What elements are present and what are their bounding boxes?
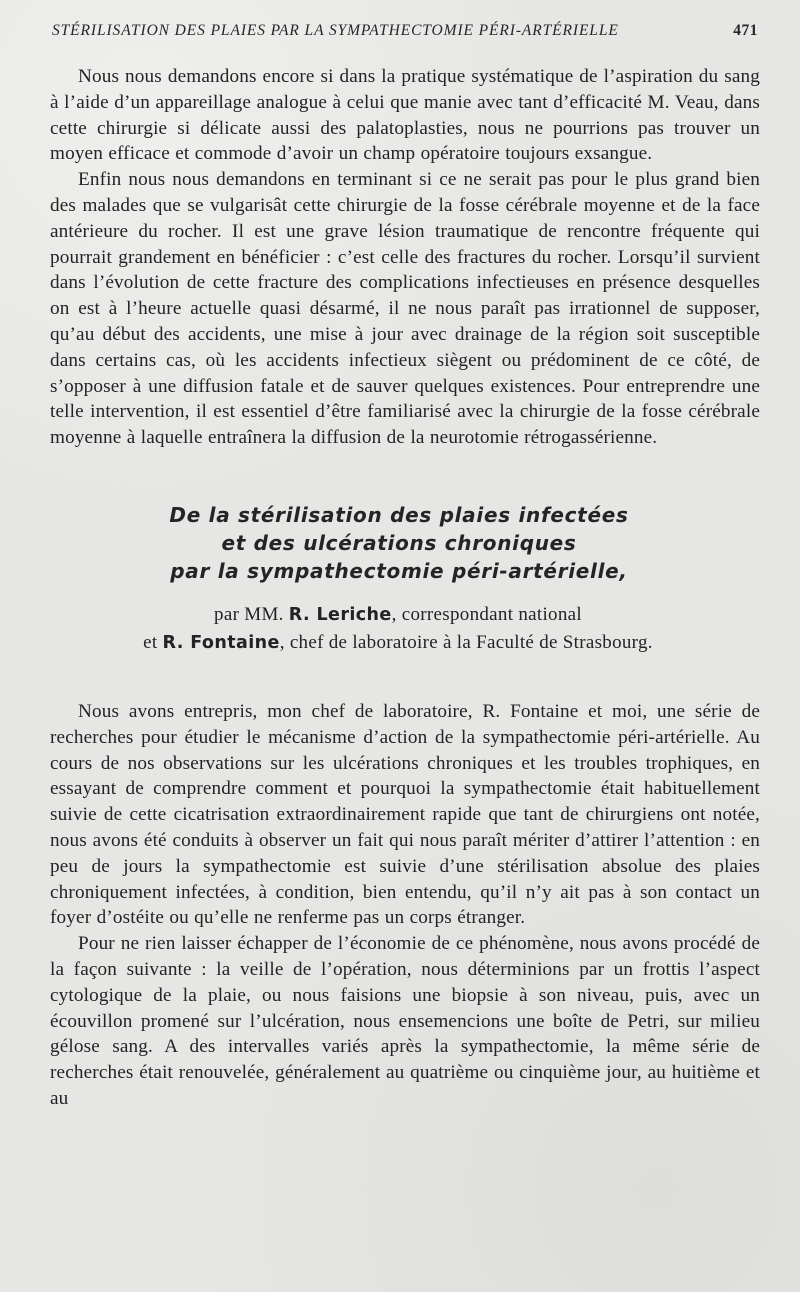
running-title: STÉRILISATION DES PLAIES PAR LA SYMPATHECTOMIE PÉRI-ARTÉRIELLE (52, 22, 619, 39)
paragraph-aspiration: Nous nous demandons encore si dans la pratique systématique de l’aspiration du sang à l’aide d’un appareillage analogue à celui que manie avec tant d’efficacité M. Veau, dans cette chirurgie si délicate aussi des palatoplasties, nous ne pourrions pas trouver un moyen efficace et commode d’avoir un champ opératoire toujours exsangue. (50, 66, 760, 165)
byline-conjunction: et (143, 631, 158, 653)
byline-prefix: par MM. (214, 603, 284, 625)
page-number: 471 (733, 22, 758, 39)
article-title (50, 501, 760, 585)
byline-line-2 (50, 629, 746, 657)
article-title-line-2: et des ulcérations chroniques (221, 530, 577, 555)
byline-line-1 (50, 601, 746, 629)
author-fontaine: R. Fontaine (162, 632, 280, 653)
paragraph-fosse-cerebrale: Enfin nous nous demandons en terminant si ce ne serait pas pour le plus grand bien des malades que se vulgarisât cette chirurgie de la fosse cérébrale moyenne et de la face antérieure du rocher. Il est une grave lésion traumatique de rencontre fréquente qui pourrait grandement en bénéficier : c’est celle des fractures du rocher. Lorsqu’il survient dans l’évolution de cette fracture des complications infectieuses en présence desquelles on est à l’heure actuelle quasi désarmé, il ne nous paraît pas irrationnel de supposer, qu’au début des accidents, une mise à jour avec drainage de la région soit susceptible dans certains cas, où les accidents infectieux siègent ou prédominent de ce côté, de s’opposer à une diffusion fatale et de sauver quelques existences. Pour entreprendre une telle intervention, il est essentiel d’être familiarisé avec la chirurgie de la fosse cérébrale moyenne à laquelle entraînera la diffusion de la neurotomie rétrogassérienne. (50, 169, 760, 449)
author-leriche-role: , correspondant national (391, 603, 582, 625)
paragraph-procedure: Pour ne rien laisser échapper de l’économie de ce phénomène, nous avons procédé de la façon suivante : la veille de l’opération, nous déterminions par un frottis l’aspect cytologique de la plaie, ou nous faisions une biopsie à son niveau, puis, avec un écouvillon promené sur l’ulcération, nous ensemencions une boîte de Petri, sur milieu gélose sang. A des intervalles variés après la sympathectomie, la même série de recherches était renouvelée, généralement au quatrième ou cinquième jour, au huitième et au (50, 933, 760, 1109)
byline (50, 601, 760, 657)
paragraph-recherches: Nous avons entrepris, mon chef de laboratoire, R. Fontaine et moi, une série de recherches pour étudier le mécanisme d’action de la sympathectomie péri-artérielle. Au cours de nos observations sur les ulcérations chroniques et les troubles trophiques, en essayant de comprendre comment et pourquoi la sympathectomie était habituellement suivie de cette cicatrisation extraordinairement rapide que tant de chirurgiens ont notée, nous avons été conduits à observer un fait qui nous paraît mériter d’attirer l’attention : en peu de jours la sympathectomie est suivie d’une stérilisation absolue des plaies chroniquement infectées, à condition, bien entendu, qu’il n’y ait pas à son contact un foyer d’ostéite ou qu’elle ne renferme pas un corps étranger. (50, 700, 760, 929)
author-fontaine-role: , chef de laboratoire à la Faculté de Strasbourg. (279, 631, 653, 653)
running-head (52, 22, 758, 40)
author-leriche: R. Leriche (288, 604, 392, 625)
article-title-line-1: De la stérilisation des plaies infectées (169, 502, 629, 527)
article-title-line-3: par la sympathectomie péri-artérielle, (170, 558, 628, 583)
